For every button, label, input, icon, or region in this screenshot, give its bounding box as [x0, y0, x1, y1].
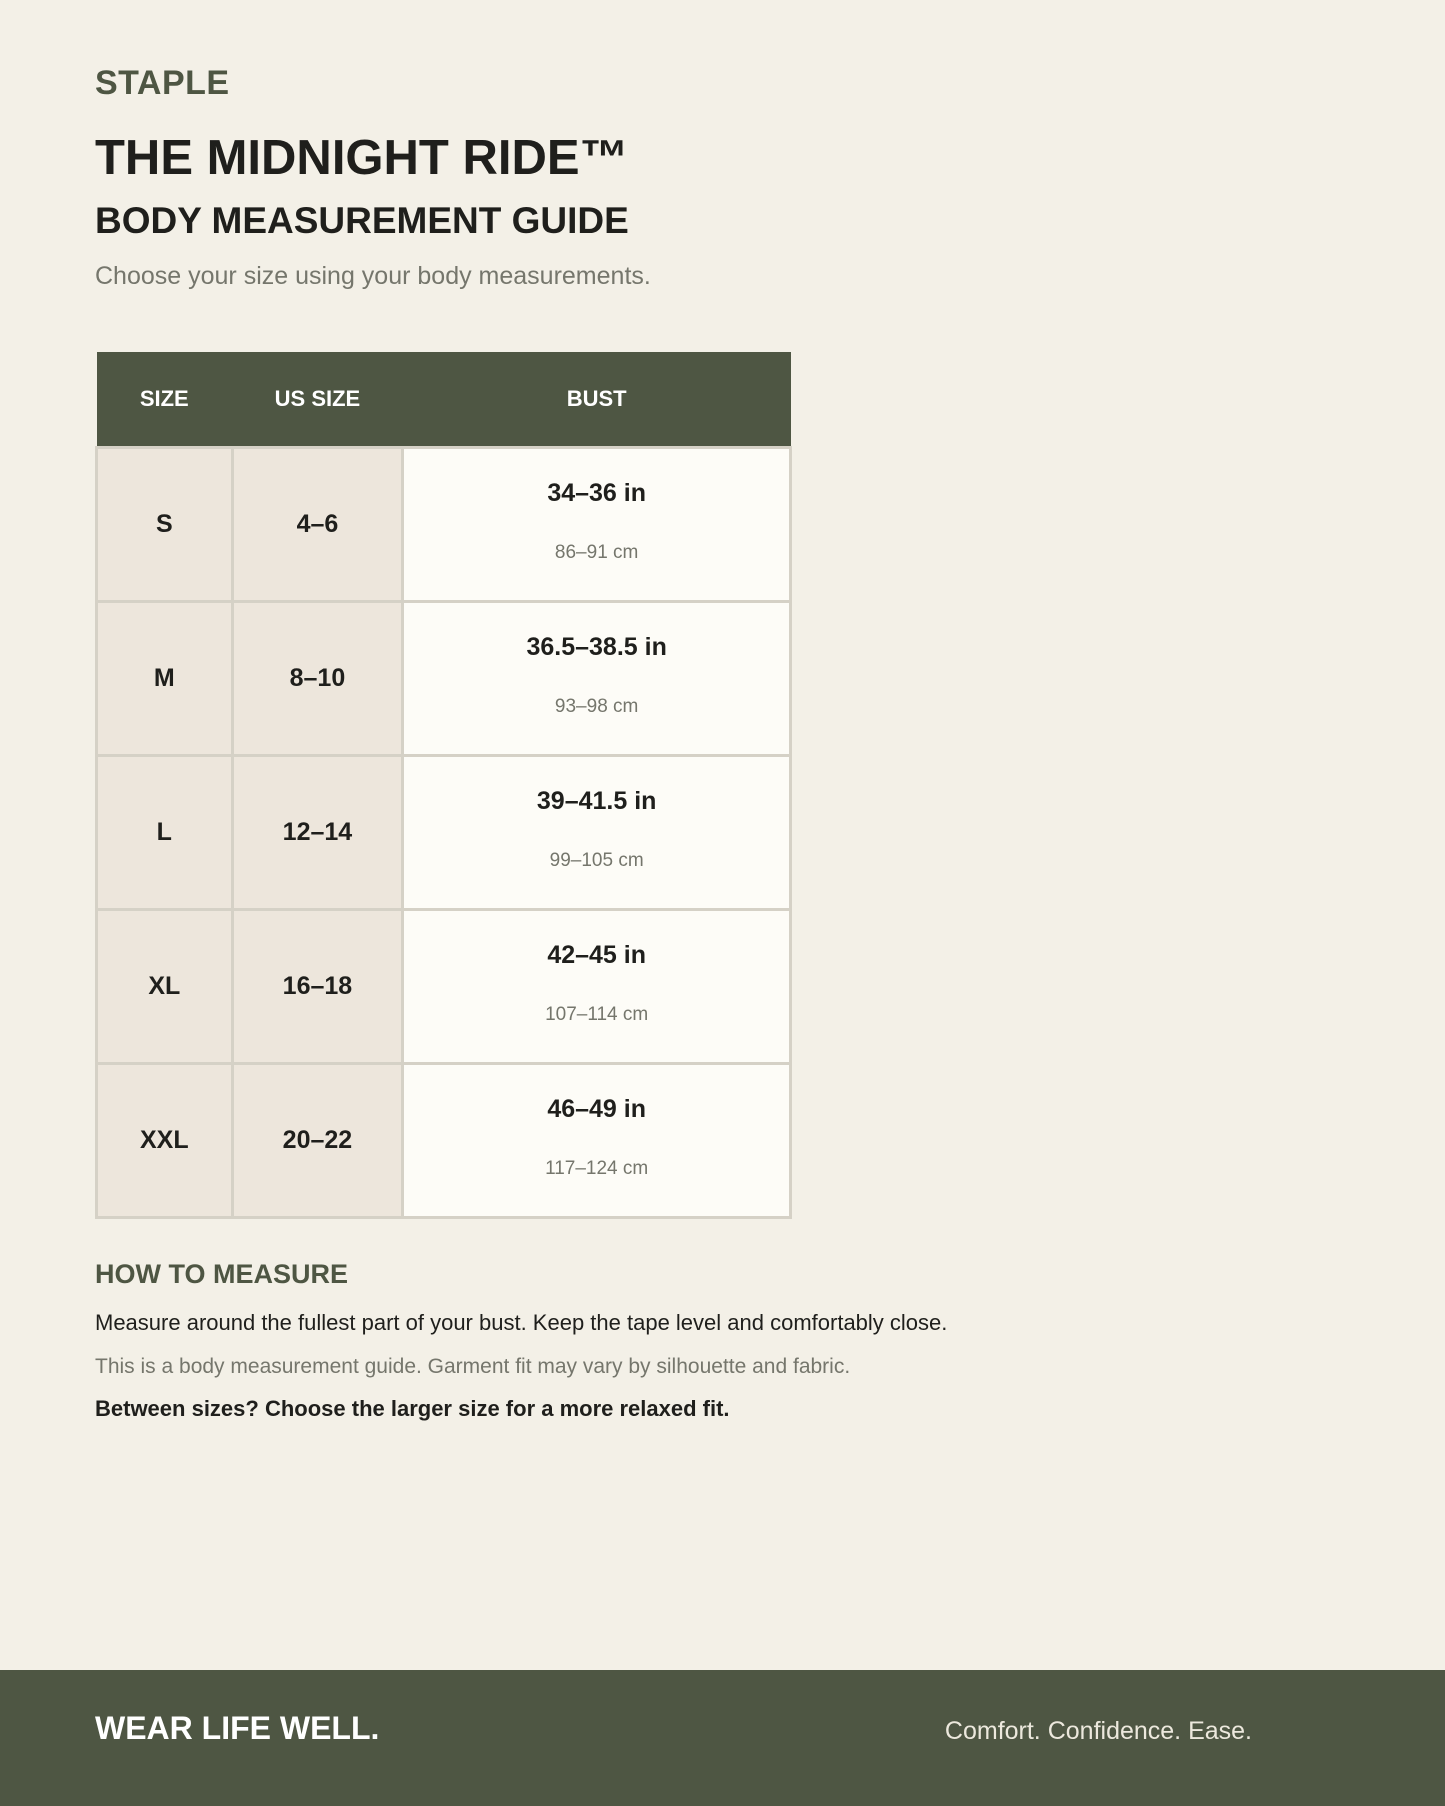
footer-bar — [0, 1670, 1445, 1806]
size-table — [95, 352, 792, 1219]
bust-inches: 34–36 in — [547, 479, 646, 507]
table-row — [97, 756, 791, 910]
size-cell: S — [97, 448, 233, 602]
bust-centimeters: 93–98 cm — [554, 696, 639, 717]
bust-cell — [403, 1064, 791, 1218]
size-table-body — [97, 448, 791, 1218]
bust-inches: 46–49 in — [547, 1095, 646, 1123]
bust-inches: 39–41.5 in — [536, 787, 657, 815]
us-size-cell: 16–18 — [232, 910, 403, 1064]
bust-cell — [403, 448, 791, 602]
between-sizes-tip: Between sizes? Choose the larger size for a more relaxed fit. — [95, 1396, 730, 1421]
column-header-size: SIZE — [97, 352, 233, 448]
table-row — [97, 1064, 791, 1218]
bust-cell — [403, 756, 791, 910]
bust-centimeters: 86–91 cm — [554, 542, 639, 563]
table-row — [97, 602, 791, 756]
size-cell: XXL — [97, 1064, 233, 1218]
bust-centimeters: 99–105 cm — [549, 850, 644, 871]
us-size-cell: 12–14 — [232, 756, 403, 910]
header-row — [97, 352, 791, 448]
size-table-header — [97, 352, 791, 448]
product-title: THE MIDNIGHT RIDE™ — [95, 131, 629, 185]
brand-name: STAPLE — [95, 64, 230, 102]
bust-inches: 36.5–38.5 in — [526, 633, 667, 661]
bust-cell — [403, 910, 791, 1064]
how-to-measure-instructions: Measure around the fullest part of your bust. Keep the tape level and comfortably close. — [95, 1310, 948, 1335]
footer-tagline: Comfort. Confidence. Ease. — [944, 1717, 1252, 1745]
table-row — [97, 448, 791, 602]
table-row — [97, 910, 791, 1064]
us-size-cell: 4–6 — [232, 448, 403, 602]
size-cell: M — [97, 602, 233, 756]
column-header-us-size: US SIZE — [232, 352, 403, 448]
bust-inches: 42–45 in — [547, 941, 646, 969]
footer-slogan: WEAR LIFE WELL. — [95, 1710, 380, 1746]
bust-centimeters: 117–124 cm — [545, 1158, 649, 1179]
bust-cell — [403, 602, 791, 756]
guide-subtitle: Choose your size using your body measurements. — [95, 262, 651, 290]
how-to-measure-heading: HOW TO MEASURE — [95, 1259, 349, 1289]
bust-centimeters: 107–114 cm — [545, 1004, 649, 1025]
us-size-cell: 20–22 — [232, 1064, 403, 1218]
us-size-cell: 8–10 — [232, 602, 403, 756]
size-cell: L — [97, 756, 233, 910]
size-cell: XL — [97, 910, 233, 1064]
fit-disclaimer: This is a body measurement guide. Garment fit may vary by silhouette and fabric. — [95, 1355, 851, 1378]
column-header-bust: BUST — [403, 352, 791, 448]
guide-title: BODY MEASUREMENT GUIDE — [95, 200, 629, 241]
